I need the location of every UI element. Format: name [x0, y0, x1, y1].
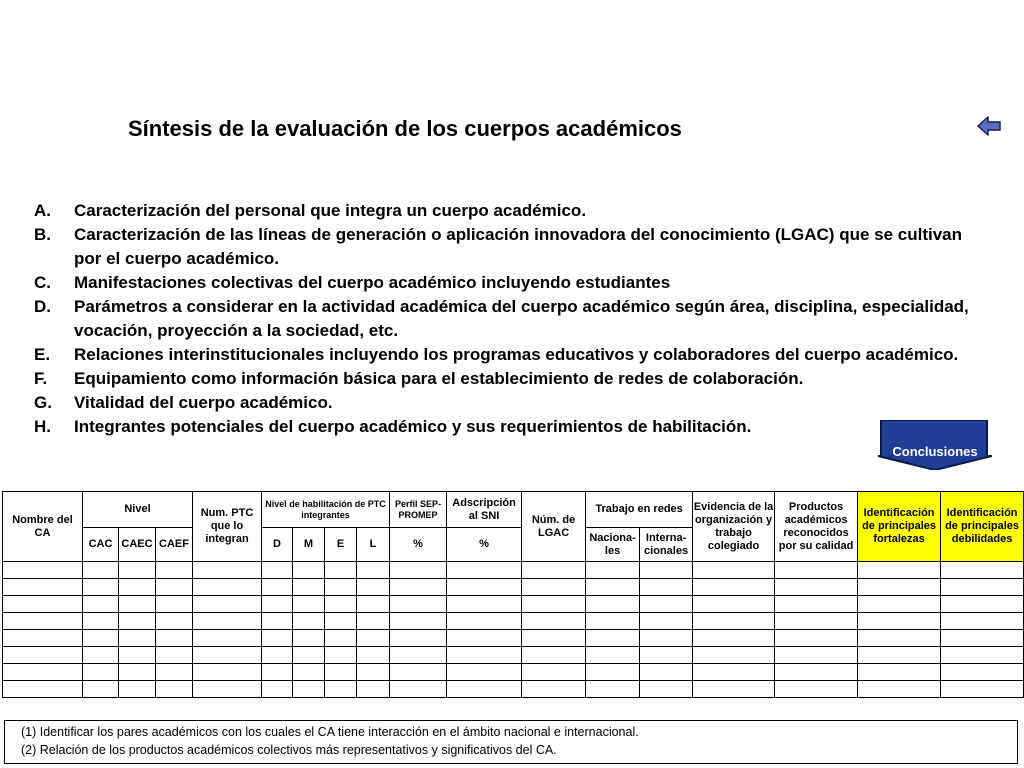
- header-internacionales: Interna-cionales: [640, 528, 693, 562]
- table-cell[interactable]: [3, 664, 83, 681]
- conclusiones-button[interactable]: [878, 420, 992, 470]
- table-cell[interactable]: [693, 664, 775, 681]
- table-cell[interactable]: [3, 630, 83, 647]
- header-m: M: [293, 528, 325, 562]
- table-cell[interactable]: [775, 664, 858, 681]
- table-cell[interactable]: [3, 613, 83, 630]
- table-cell[interactable]: [640, 579, 693, 596]
- header-e: E: [325, 528, 357, 562]
- header-nacionales: Naciona-les: [586, 528, 640, 562]
- header-sni: Adscripción al SNI: [447, 492, 522, 528]
- table-cell[interactable]: [119, 681, 156, 698]
- table-cell[interactable]: [390, 562, 447, 579]
- table-cell[interactable]: [693, 613, 775, 630]
- table-cell[interactable]: [83, 613, 119, 630]
- table-cell[interactable]: [156, 613, 193, 630]
- table-row: [3, 647, 1024, 664]
- table-cell[interactable]: [858, 596, 941, 613]
- table-cell[interactable]: [522, 647, 586, 664]
- table-cell[interactable]: [156, 664, 193, 681]
- table-cell[interactable]: [119, 613, 156, 630]
- table-cell[interactable]: [156, 596, 193, 613]
- table-cell[interactable]: [941, 613, 1024, 630]
- table-cell[interactable]: [640, 562, 693, 579]
- table-cell[interactable]: [775, 562, 858, 579]
- table-cell[interactable]: [262, 596, 293, 613]
- table-cell[interactable]: [640, 647, 693, 664]
- table-cell[interactable]: [325, 681, 357, 698]
- table-cell[interactable]: [119, 562, 156, 579]
- table-cell[interactable]: [858, 613, 941, 630]
- table-cell[interactable]: [3, 579, 83, 596]
- table-cell[interactable]: [156, 647, 193, 664]
- table-cell[interactable]: [193, 596, 262, 613]
- table-cell[interactable]: [941, 579, 1024, 596]
- footnotes: [4, 720, 1018, 764]
- table-cell[interactable]: [858, 579, 941, 596]
- table-cell[interactable]: [693, 562, 775, 579]
- table-row: [3, 579, 1024, 596]
- table-cell[interactable]: [858, 647, 941, 664]
- table-cell[interactable]: [693, 596, 775, 613]
- table-cell[interactable]: [83, 681, 119, 698]
- table-cell[interactable]: [193, 681, 262, 698]
- header-nivel: Nivel: [83, 492, 193, 528]
- table-cell[interactable]: [193, 562, 262, 579]
- table-cell[interactable]: [156, 562, 193, 579]
- table-cell[interactable]: [193, 630, 262, 647]
- table-cell[interactable]: [357, 596, 390, 613]
- footnote-2: (2) Relación de los productos académicos colectivos más representativos y significativos del CA.: [21, 743, 557, 757]
- table-cell[interactable]: [447, 562, 522, 579]
- table-cell[interactable]: [83, 647, 119, 664]
- header-perfil-unit: %: [390, 528, 447, 562]
- table-cell[interactable]: [325, 613, 357, 630]
- table-cell[interactable]: [775, 647, 858, 664]
- table-cell[interactable]: [390, 579, 447, 596]
- header-num-lgac: Núm. de LGAC: [522, 492, 586, 562]
- table-cell[interactable]: [357, 562, 390, 579]
- header-productos: Productos académicos reconocidos por su calidad: [775, 492, 858, 562]
- table-cell[interactable]: [447, 681, 522, 698]
- header-habilitacion: Nivel de habilitación de PTC integrantes: [262, 492, 390, 528]
- list-item: H. Integrantes potenciales del cuerpo académico y sus requerimientos de habilitación.: [34, 417, 752, 436]
- table-cell[interactable]: [640, 664, 693, 681]
- header-debilidades: Identificación de principales debilidades: [941, 492, 1024, 562]
- table-cell[interactable]: [522, 664, 586, 681]
- table-cell[interactable]: [447, 579, 522, 596]
- table-cell[interactable]: [693, 579, 775, 596]
- list-item: E. Relaciones interinstitucionales incluyendo los programas educativos y colaboradores del cuerpo académico.: [34, 345, 959, 364]
- table-row: [3, 613, 1024, 630]
- table-cell[interactable]: [119, 630, 156, 647]
- table-cell[interactable]: [357, 579, 390, 596]
- table-row: [3, 562, 1024, 579]
- table-cell[interactable]: [293, 647, 325, 664]
- table-cell[interactable]: [693, 681, 775, 698]
- table-cell[interactable]: [941, 562, 1024, 579]
- header-evidencia: Evidencia de la organización y trabajo colegiado: [693, 492, 775, 562]
- table-cell[interactable]: [3, 596, 83, 613]
- list-item: G. Vitalidad del cuerpo académico.: [34, 393, 333, 412]
- table-row: [3, 681, 1024, 698]
- header-caef: CAEF: [156, 528, 193, 562]
- table-cell[interactable]: [522, 562, 586, 579]
- table-cell[interactable]: [941, 681, 1024, 698]
- table-cell[interactable]: [522, 613, 586, 630]
- table-cell[interactable]: [775, 681, 858, 698]
- table-cell[interactable]: [262, 562, 293, 579]
- table-cell[interactable]: [325, 562, 357, 579]
- table-cell[interactable]: [586, 596, 640, 613]
- table-cell[interactable]: [640, 613, 693, 630]
- table-cell[interactable]: [522, 681, 586, 698]
- table-cell[interactable]: [390, 664, 447, 681]
- list-item: B. Caracterización de las líneas de generación o aplicación innovadora del conocimiento (LGAC) que se cultivan por el cuerpo académico.: [34, 225, 963, 268]
- table-cell[interactable]: [858, 562, 941, 579]
- table-cell[interactable]: [390, 630, 447, 647]
- table-cell[interactable]: [586, 579, 640, 596]
- table-cell[interactable]: [447, 647, 522, 664]
- table-cell[interactable]: [390, 613, 447, 630]
- table-cell[interactable]: [119, 579, 156, 596]
- table-cell[interactable]: [83, 630, 119, 647]
- table-cell[interactable]: [262, 681, 293, 698]
- table-cell[interactable]: [262, 647, 293, 664]
- header-perfil: Perfil SEP-PROMEP: [390, 492, 447, 528]
- back-arrow-icon[interactable]: [976, 115, 1002, 137]
- table-cell[interactable]: [83, 562, 119, 579]
- table-cell[interactable]: [193, 647, 262, 664]
- header-redes: Trabajo en redes: [586, 492, 693, 528]
- table-cell[interactable]: [586, 562, 640, 579]
- table-cell[interactable]: [941, 664, 1024, 681]
- table-cell[interactable]: [293, 664, 325, 681]
- table-row: [3, 664, 1024, 681]
- table-cell[interactable]: [586, 630, 640, 647]
- header-d: D: [262, 528, 293, 562]
- table-cell[interactable]: [357, 630, 390, 647]
- header-caec: CAEC: [119, 528, 156, 562]
- table-cell[interactable]: [293, 681, 325, 698]
- table-cell[interactable]: [293, 613, 325, 630]
- header-fortalezas: Identificación de principales fortalezas: [858, 492, 941, 562]
- table-cell[interactable]: [262, 664, 293, 681]
- table-cell[interactable]: [522, 596, 586, 613]
- table-cell[interactable]: [293, 562, 325, 579]
- table-cell[interactable]: [775, 613, 858, 630]
- table-cell[interactable]: [447, 630, 522, 647]
- table-cell[interactable]: [775, 630, 858, 647]
- header-l: L: [357, 528, 390, 562]
- table-row: [3, 630, 1024, 647]
- table-cell[interactable]: [941, 647, 1024, 664]
- table-cell[interactable]: [586, 681, 640, 698]
- table-cell[interactable]: [357, 613, 390, 630]
- table-cell[interactable]: [640, 596, 693, 613]
- table-cell[interactable]: [193, 664, 262, 681]
- table-cell[interactable]: [693, 630, 775, 647]
- footnote-1: (1) Identificar los pares académicos con los cuales el CA tiene interacción en el ámbito nacional e internacional.: [21, 725, 639, 739]
- table-cell[interactable]: [3, 681, 83, 698]
- table-cell[interactable]: [83, 664, 119, 681]
- table-cell[interactable]: [325, 579, 357, 596]
- table-cell[interactable]: [858, 630, 941, 647]
- table-cell[interactable]: [357, 681, 390, 698]
- table-cell[interactable]: [262, 613, 293, 630]
- criteria-list: [34, 199, 974, 439]
- table-cell[interactable]: [3, 647, 83, 664]
- table-cell[interactable]: [293, 579, 325, 596]
- table-cell[interactable]: [83, 579, 119, 596]
- table-cell[interactable]: [941, 630, 1024, 647]
- table-cell[interactable]: [293, 596, 325, 613]
- table-cell[interactable]: [156, 579, 193, 596]
- header-num-ptc: Num. PTC que lo integran: [193, 492, 262, 562]
- table-cell[interactable]: [447, 664, 522, 681]
- header-sni-unit: %: [447, 528, 522, 562]
- header-cac: CAC: [83, 528, 119, 562]
- list-item: D. Parámetros a considerar en la actividad académica del cuerpo académico según área, disciplina, especialidad, vocación, proyección a la sociedad, etc.: [34, 297, 969, 340]
- table-cell[interactable]: [193, 613, 262, 630]
- table-cell[interactable]: [640, 681, 693, 698]
- table-cell[interactable]: [325, 664, 357, 681]
- table-cell[interactable]: [3, 562, 83, 579]
- table-cell[interactable]: [325, 596, 357, 613]
- table-cell[interactable]: [156, 681, 193, 698]
- table-cell[interactable]: [390, 647, 447, 664]
- list-item: C. Manifestaciones colectivas del cuerpo académico incluyendo estudiantes: [34, 273, 671, 292]
- table-cell[interactable]: [357, 664, 390, 681]
- table-cell[interactable]: [775, 579, 858, 596]
- table-cell[interactable]: [119, 664, 156, 681]
- table-cell[interactable]: [640, 630, 693, 647]
- table-row: [3, 596, 1024, 613]
- table-cell[interactable]: [522, 630, 586, 647]
- table-cell[interactable]: [390, 681, 447, 698]
- table-cell[interactable]: [586, 613, 640, 630]
- table-cell[interactable]: [119, 596, 156, 613]
- table-cell[interactable]: [156, 630, 193, 647]
- table-cell[interactable]: [941, 596, 1024, 613]
- table-cell[interactable]: [586, 664, 640, 681]
- table-cell[interactable]: [357, 647, 390, 664]
- table-cell[interactable]: [858, 664, 941, 681]
- table-cell[interactable]: [693, 647, 775, 664]
- table-cell[interactable]: [325, 647, 357, 664]
- table-cell[interactable]: [775, 596, 858, 613]
- header-nombre-ca: Nombre del CA: [3, 492, 83, 562]
- conclusiones-label: Conclusiones: [892, 444, 978, 459]
- table-cell[interactable]: [447, 613, 522, 630]
- list-item: F. Equipamiento como información básica para el establecimiento de redes de colaboración.: [34, 369, 804, 388]
- table-cell[interactable]: [193, 579, 262, 596]
- evaluation-table: [2, 491, 1024, 698]
- table-cell[interactable]: [390, 596, 447, 613]
- page-title: Síntesis de la evaluación de los cuerpos académicos: [128, 116, 682, 141]
- table-cell[interactable]: [858, 681, 941, 698]
- table-cell[interactable]: [262, 579, 293, 596]
- table-cell[interactable]: [119, 647, 156, 664]
- table-cell[interactable]: [83, 596, 119, 613]
- table-cell[interactable]: [447, 596, 522, 613]
- table-cell[interactable]: [325, 630, 357, 647]
- table-cell[interactable]: [293, 630, 325, 647]
- table-cell[interactable]: [262, 630, 293, 647]
- table-cell[interactable]: [522, 579, 586, 596]
- list-item: A. Caracterización del personal que integra un cuerpo académico.: [34, 201, 587, 220]
- table-cell[interactable]: [586, 647, 640, 664]
